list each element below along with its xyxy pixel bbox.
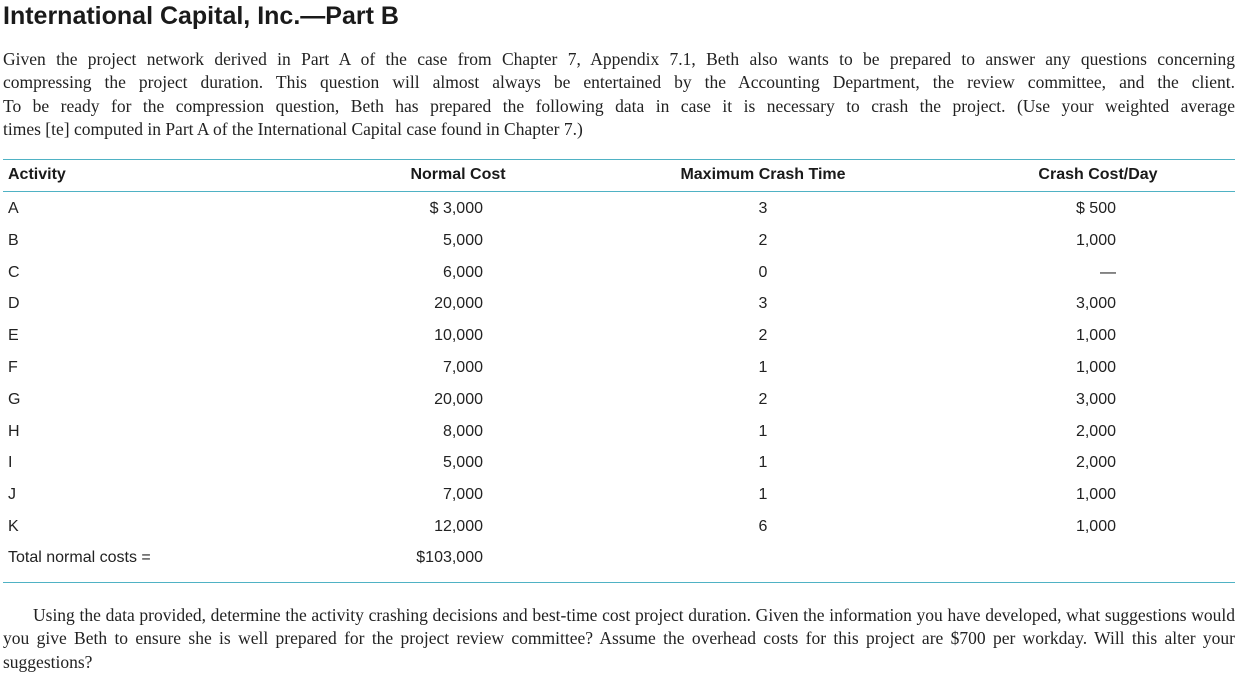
activity-cell: A [8,200,19,217]
normal-cost-cell: 20,000 [434,295,483,313]
table-row [3,288,1235,319]
activity-cell: H [8,422,20,440]
activity-cell: B [8,231,19,249]
activity-cell: D [8,295,20,313]
max-crash-time-cell: 1 [758,454,768,472]
table-header-row [3,159,1235,190]
table-header-rule [3,191,1235,192]
header-activity: Activity [8,166,66,183]
table-row [3,257,1235,288]
table-row [3,511,1235,542]
crash-cost-day-cell: 3,000 [1075,390,1116,408]
max-crash-time-cell: 2 [758,327,768,345]
intro-paragraph [3,48,1235,141]
max-crash-time-cell: 1 [758,486,768,504]
crash-cost-day-cell: 1,000 [1075,327,1116,345]
activity-cell: E [8,327,19,345]
normal-cost-cell: 5,000 [442,231,483,249]
activity-cell: G [8,390,21,408]
max-crash-time-cell: 6 [758,518,768,535]
crash-cost-day-cell: 3,000 [1075,295,1116,313]
table-row [3,479,1235,510]
table-row [3,193,1235,224]
activity-cell: K [8,518,19,535]
max-crash-time-cell: 0 [758,263,768,281]
intro-line: Given the project network derived in Part A of the case from Chapter 7, Appendix 7.1, Beth also wants to be prepared to answer any questions concerning [3,49,1235,69]
question-paragraph: Using the data provided, determine the activity crashing decisions and best-time cost project duration. Given the information you have developed, what suggestions would you give Beth to ensure she is well prepared for the project review committee? Assume the overhead costs for this project are $700 per workday. Will this alter your suggestions? [3,605,1235,672]
activity-cell: F [8,359,18,376]
crash-cost-day-cell: $ 500 [1075,200,1116,217]
total-value: $103,000 [416,549,483,566]
max-crash-time-cell: 1 [758,422,768,440]
table-bottom-rule [3,582,1235,583]
crash-cost-day-cell: 1,000 [1075,359,1116,376]
normal-cost-cell: 5,000 [442,454,483,472]
normal-cost-cell: 8,000 [442,422,483,440]
table-row [3,352,1235,383]
crash-cost-day-cell: 1,000 [1075,518,1116,535]
crash-cost-day-cell: 1,000 [1075,231,1116,249]
normal-cost-cell: 12,000 [434,518,483,535]
normal-cost-cell: $ 3,000 [429,200,483,217]
table-row [3,320,1235,351]
crash-cost-day-cell: — [1100,263,1116,281]
crash-cost-day-cell: 2,000 [1075,422,1116,440]
normal-cost-cell: 7,000 [442,359,483,376]
table-row [3,225,1235,256]
max-crash-time-cell: 3 [758,295,768,313]
activity-cell: J [8,486,16,504]
header-normal-cost: Normal Cost [410,166,506,183]
max-crash-time-cell: 2 [758,390,768,408]
header-max-crash-time: Maximum Crash Time [680,166,846,183]
table-row [3,447,1235,478]
total-label: Total normal costs = [8,549,151,566]
table-row [3,384,1235,415]
normal-cost-cell: 10,000 [434,327,483,345]
activity-cell: C [8,263,20,281]
max-crash-time-cell: 1 [758,359,768,376]
activity-cell: I [8,454,13,472]
header-crash-cost-day: Crash Cost/Day [1038,166,1158,183]
max-crash-time-cell: 3 [758,200,768,217]
table-row [3,416,1235,447]
intro-line: To be ready for the compression question, Beth has prepared the following data in case it is necessary to crash the project. (Use your weighted average [3,95,1235,116]
intro-line: compressing the project duration. This question will almost always be entertained by the Accounting Department, the review committee, and the client. [3,72,1235,93]
normal-cost-cell: 6,000 [442,263,483,281]
normal-cost-cell: 20,000 [434,390,483,408]
normal-cost-cell: 7,000 [442,486,483,504]
crash-cost-day-cell: 1,000 [1075,486,1116,504]
total-row [3,542,1235,573]
page-title: International Capital, Inc.—Part B [3,2,399,30]
intro-line: times [te] computed in Part A of the International Capital case found in Chapter 7.) [3,118,583,139]
max-crash-time-cell: 2 [758,231,768,249]
crash-cost-day-cell: 2,000 [1075,454,1116,472]
